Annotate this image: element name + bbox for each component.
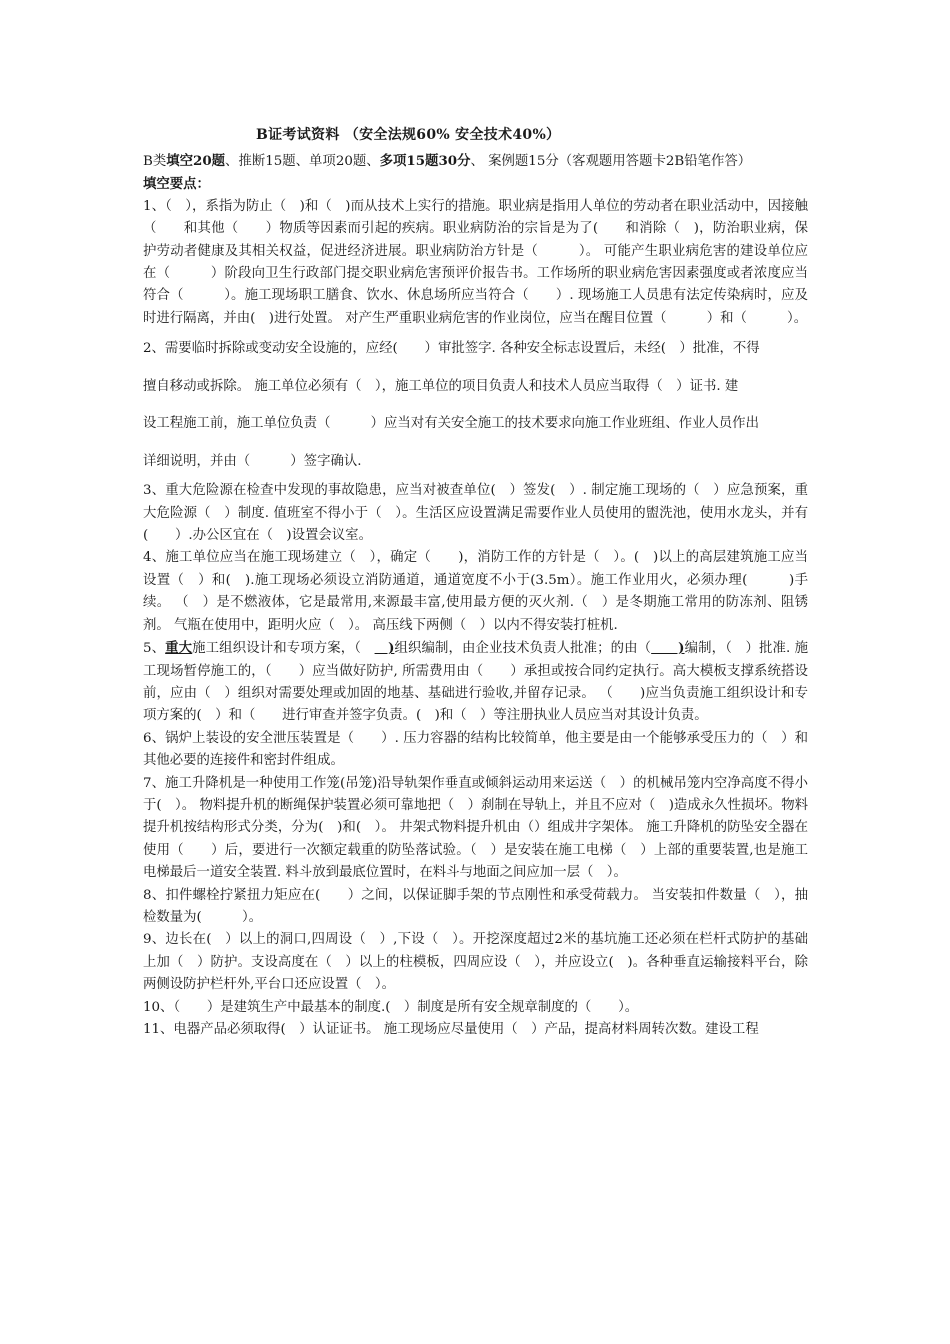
intro-text: 、 案例题15分（客观题用答题卡2B铅笔作答） xyxy=(470,154,752,169)
question-1: 1、（ ），系指为防止（ )和（ )而从技术上实行的措施。职业病是指用人单位的劳动者在职业活动中，因接触（ 和其他（ ）物质等因素而引起的疾病。职业病防治的宗旨是为了( 和消除（ )，防治职业病，保护劳动者健康及其相关权益，促进经济进展。职业病防治方针是（ ）。 可能产生职业病危害的建设单位应在（ ）阶段向卫生行政部门提交职业病危害预评价报告书。工作场所的职业病危害因素强度或者浓度应当符合（ ）。施工现场职工膳食、饮水、休息场所应当符合（ ）. 现场施工人员患有法定传染病时，应及时进行隔离，并由( )进行处置。 对产生严重职业病危害的作业岗位，应当在醒目位置（ ）和（ ）。 xyxy=(143,198,808,326)
q5-emphasis: 重大 xyxy=(165,640,193,657)
question-2 xyxy=(143,330,808,480)
question-2-line: 2、需要临时拆除或变动安全设施的，应经( ）审批签字. 各种安全标志设置后，未经( ）批准，不得 xyxy=(143,341,760,357)
question-11: 11、电器产品必须取得( ）认证证书。 施工现场应尽量使用（ ）产品，提高材料周转次数。建设工程 xyxy=(143,1022,759,1037)
question-3: 3、重大危险源在检查中发现的事故隐患，应当对被查单位( ）签发( ）. 制定施工现场的（ ）应急预案，重大危险源（ ）制度. 值班室不得小于（ ）。生活区应设置满足需要作业人员使用的盥洗池，使用水龙头，并有( ）.办公区宜在（ )设置会议室。 xyxy=(143,483,808,544)
document-title: B证考试资料 （安全法规60% 安全技术40%） xyxy=(256,127,561,143)
question-2-line: 详细说明，并由（ ）签字确认. xyxy=(143,453,362,469)
intro-text: B类 xyxy=(143,154,167,169)
question-6: 6、锅炉上装设的安全泄压装置是（ ）. 压力容器的结构比较简单，他主要是由一个能够承受压力的（ ）和其他必要的连接件和密封件组成。 xyxy=(143,730,808,769)
intro-fill-count: 填空20题 xyxy=(166,153,226,169)
question-5 xyxy=(143,637,808,728)
question-2-line: 擅自移动或拆除。 施工单位必须有（ ），施工单位的项目负责人和技术人员应当取得（ ）证书. 建 xyxy=(143,378,739,394)
q5-text: 组织编制，由企业技术负责人批准；的由（ xyxy=(394,641,652,657)
question-2-line: 设工程施工前，施工单位负责（ ）应当对有关安全施工的技术要求向施工作业班组、作业人员作出 xyxy=(143,416,759,432)
document-body xyxy=(143,150,808,1041)
section-heading: 填空要点： xyxy=(143,176,210,193)
q5-text: 5、 xyxy=(143,641,166,657)
question-4: 4、施工单位应当在施工现场建立（ ），确定（ )，消防工作的方针是（ ）。( )以上的高层建筑施工应当设置（ ）和( ).施工现场必须设立消防通道，通道宽度不小于(3.5m）。施工作业用火，必须办理( )手续。 （ ）是不燃液体，它是最常用,来源最丰富,使用最方便的灭火剂.（ ）是冬期施工常用的防冻剂、阻锈剂。 气瓶在使用中，距明火应（ ）。 高压线下两侧（ ）以内不得安装打桩机. xyxy=(143,550,808,633)
intro-line xyxy=(143,150,808,173)
question-10: 10、（ ）是建筑生产中最基本的制度.( ）制度是所有安全规章制度的（ ）。 xyxy=(143,999,639,1015)
q5-text: 施工组织设计和专项方案，（ xyxy=(192,641,375,657)
q5-text: 编制，（ ）批准. 施工现场暂停施工的，（ ）应当做好防护, 所需费用由（ ）承担或按合同约定执行。高大模板支撑系统搭设前，应由（ ）组织对需要处理或加固的地基、基础进行验收,并留存记录。 （ )应当负责施工组织设计和专项方案的( ）和（ 进行审查并签字负责。( )和（ ）等注册执业人员应当对其设计负责。 xyxy=(143,641,809,724)
question-9: 9、边长在( ）以上的洞口,四周设（ ）,下设（ ）。开挖深度超过2米的基坑施工还必须在栏杆式防护的基础上加（ ）防护。支设高度在（ ）以上的柱模板，四周应设（ ），并应设立( )。各种垂直运输接料平台，除两侧设防护栏杆外,平台口还应设置（ ）。 xyxy=(143,932,808,993)
question-8: 8、扣件螺栓拧紧扭力矩应在( ）之间，以保证脚手架的节点刚性和承受荷载力。 当安装扣件数量（ ），抽检数量为( ）。 xyxy=(143,887,808,925)
q5-blank: ) xyxy=(374,640,395,657)
intro-text: 、推断15题、单项20题、 xyxy=(225,154,380,169)
question-7: 7、施工升降机是一种使用工作笼(吊笼)沿导轨架作垂直或倾斜运动用来运送（ ）的机械吊笼内空净高度不得小于( ）。 物料提升机的断绳保护装置必须可靠地把（ ）刹制在导轨上，并且不应对（ )造成永久性损坏。物料提升机按结构形式分类，分为( )和( ）。 井架式物料提升机由（）组成井字架体。 施工升降机的防坠安全器在使用（ ）后，要进行一次额定载重的防坠落试验。（ ）是安装在施工电梯（ ）上部的重要装置,也是施工电梯最后一道安全装置. 料斗放到最底位置时，在料斗与地面之间应加一层（ ）。 xyxy=(143,775,808,881)
intro-multi-count: 多项15题30分 xyxy=(379,153,471,169)
q5-blank: ) xyxy=(651,640,685,657)
